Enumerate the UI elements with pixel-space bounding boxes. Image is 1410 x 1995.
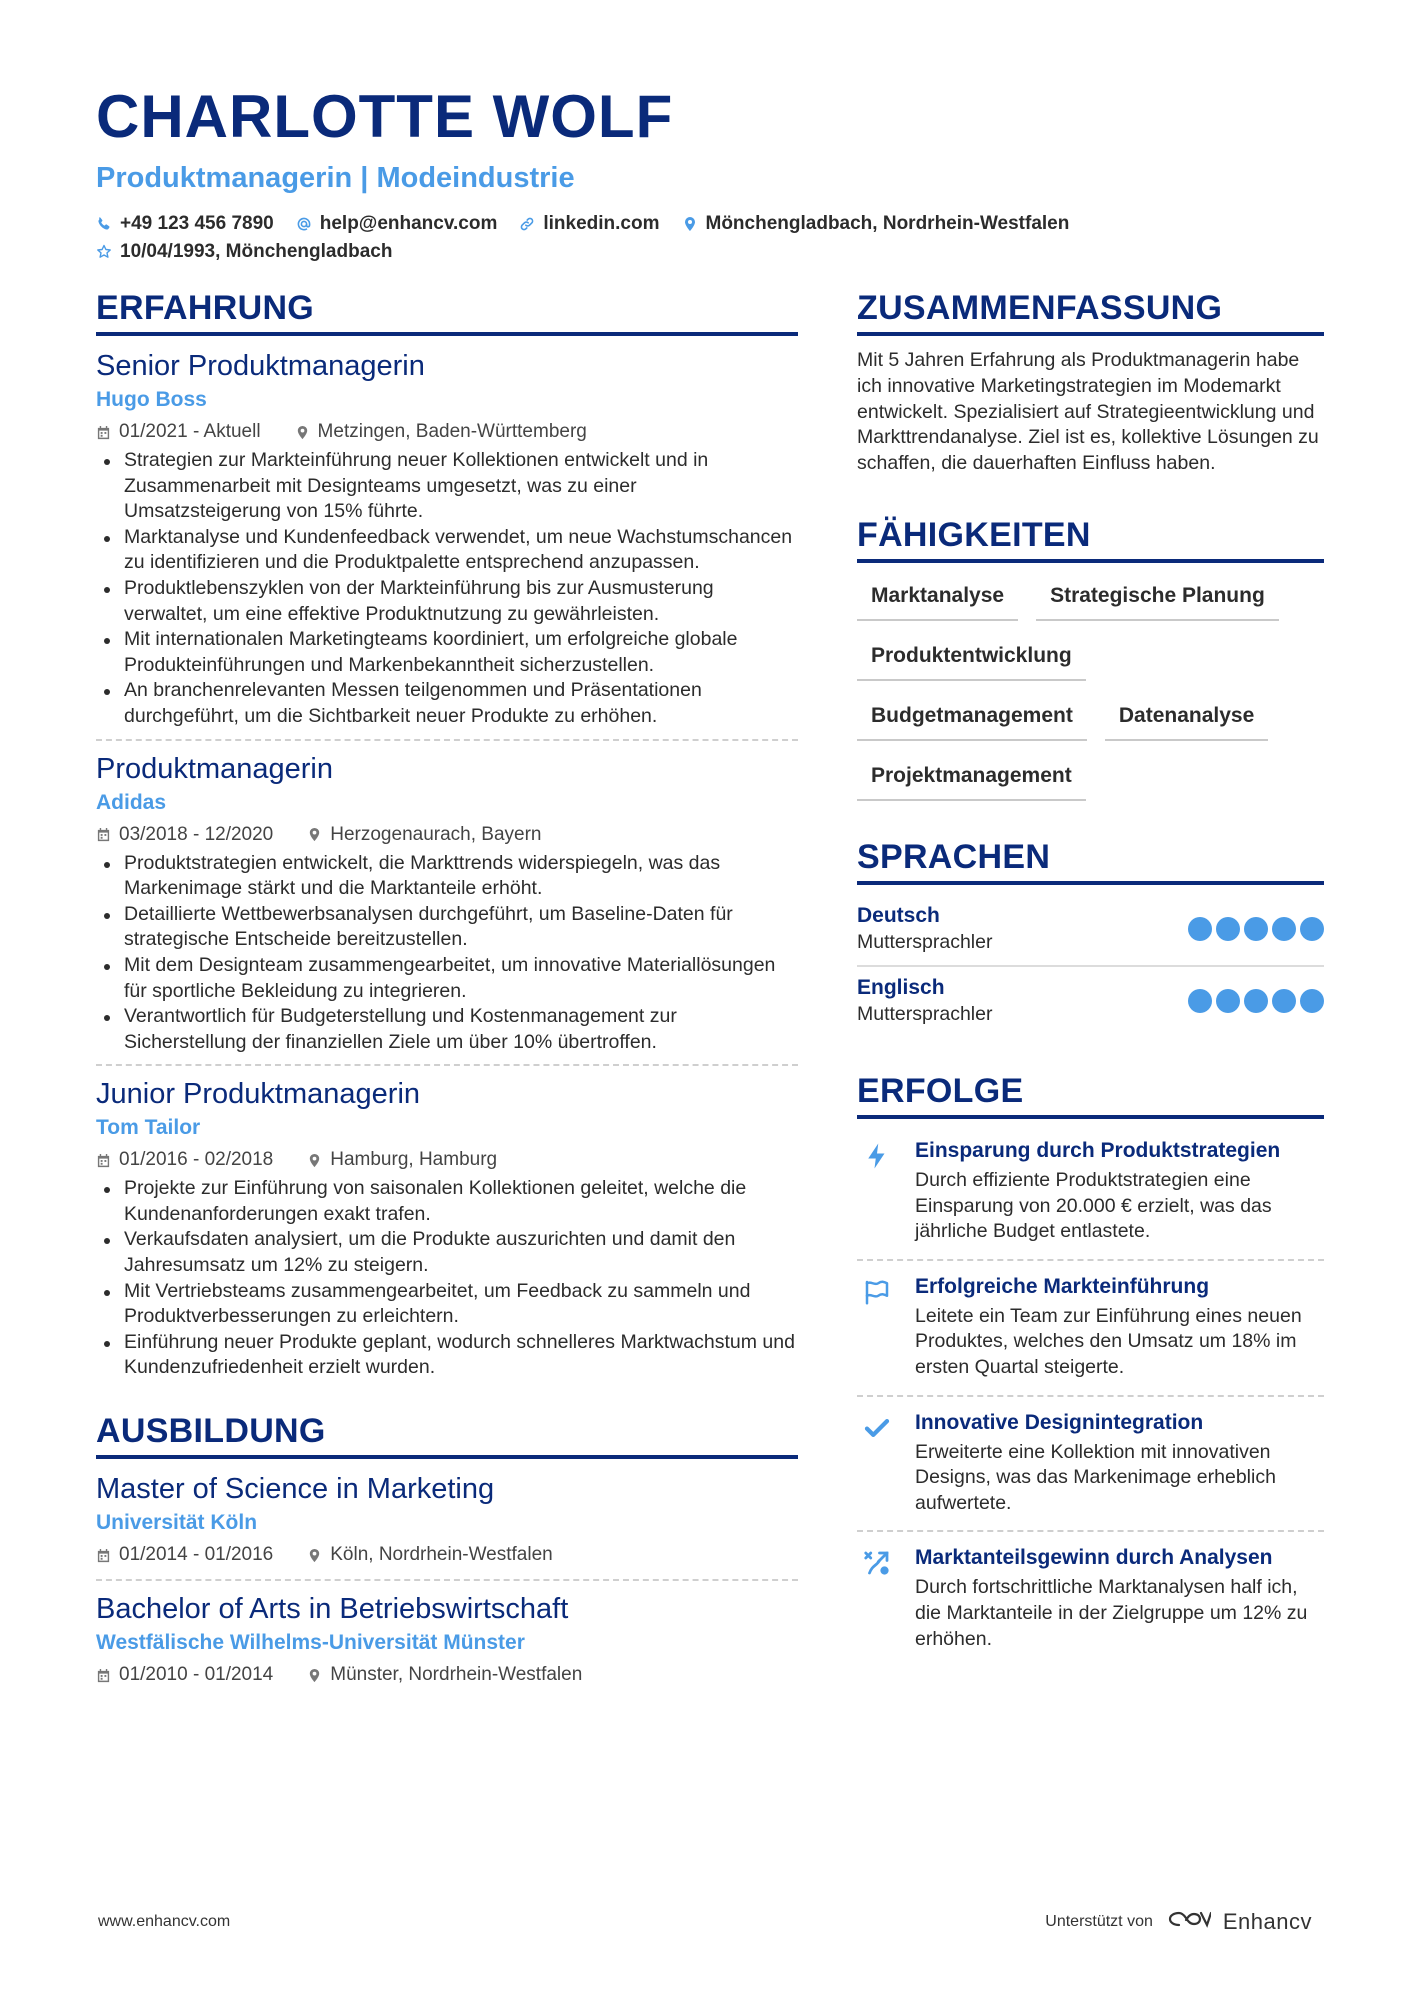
calendar-icon — [96, 1548, 111, 1563]
job-meta — [96, 1145, 798, 1175]
job-title: Senior Produktmanagerin — [96, 350, 425, 382]
rating-dot — [1216, 917, 1240, 941]
language-level: Muttersprachler — [857, 930, 993, 953]
achievement-entry — [857, 1403, 1324, 1525]
location-pin-icon — [307, 827, 322, 842]
education-heading: AUSBILDUNG — [96, 1411, 798, 1459]
location-text: Mönchengladbach, Nordrhein-Westfalen — [705, 213, 1070, 234]
degree-title: Bachelor of Arts in Betriebswirtschaft — [96, 1593, 569, 1626]
achievement-divider — [857, 1530, 1324, 1532]
page-footer — [98, 1908, 1312, 1935]
resume-header — [96, 82, 1326, 266]
education-entry — [96, 1591, 798, 1690]
rating-dot — [1188, 917, 1212, 941]
strategy-icon — [857, 1544, 897, 1652]
right-column — [857, 288, 1324, 1660]
location-pin-icon — [307, 1548, 322, 1563]
bullet-item: Projekte zur Einführung von saisonalen Kollektionen geleitet, welche die Kundenanforderungen exakt trafen. — [96, 1176, 798, 1227]
rating-dot — [1272, 917, 1296, 941]
contact-email[interactable] — [296, 210, 498, 238]
left-column — [96, 288, 798, 1690]
experience-entry — [96, 751, 798, 1056]
achievement-desc: Durch effiziente Produktstrategien eine Einsparung von 20.000 € erzielt, was das jährliche Budget entlastete. — [915, 1168, 1272, 1243]
contact-linkedin[interactable] — [519, 210, 659, 238]
job-meta — [96, 417, 798, 447]
language-info — [857, 903, 992, 955]
achievements-heading: ERFOLGE — [857, 1071, 1324, 1119]
contact-phone[interactable] — [96, 210, 274, 238]
school-name: Universität Köln — [96, 1511, 258, 1535]
flag-icon — [857, 1273, 897, 1381]
bullet-item: Produktstrategien entwickelt, die Markttrends widerspiegeln, was das Markenimage stärkt und die Marktanteile erhöht. — [96, 851, 798, 902]
calendar-icon — [96, 827, 111, 842]
calendar-icon — [96, 425, 111, 440]
achievement-title: Innovative Designintegration — [915, 1410, 1204, 1434]
rating-dot — [1244, 917, 1268, 941]
achievement-entry — [857, 1267, 1324, 1389]
bullet-item: Verantwortlich für Budgeterstellung und Kostenmanagement zur Sicherstellung der finanziellen Ziele um über 10% übertroffen. — [96, 1004, 798, 1055]
job-location: Metzingen, Baden-Württemberg — [295, 417, 587, 447]
bullet-item: Mit internationalen Marketingteams koordiniert, um erfolgreiche globale Produkteinführungen und Markenbekanntheit sicherzustellen. — [96, 627, 798, 678]
skill-tag: Produktentwicklung — [857, 635, 1086, 681]
job-title: Produktmanagerin — [96, 752, 333, 785]
rating-dot — [1300, 989, 1324, 1013]
achievement-title: Marktanteilsgewinn durch Analysen — [915, 1546, 1273, 1570]
phone-icon — [96, 216, 112, 232]
education-meta — [96, 1660, 798, 1690]
experience-entry — [96, 348, 798, 730]
job-title: Junior Produktmanagerin — [96, 1078, 421, 1111]
powered-by-text: Unterstützt von — [1045, 1912, 1153, 1930]
education-location: Münster, Nordrhein-Westfalen — [307, 1660, 582, 1690]
job-dates: 03/2018 - 12/2020 — [96, 820, 273, 850]
company-name: Tom Tailor — [96, 1116, 201, 1140]
achievement-entry — [857, 1538, 1324, 1660]
language-entry — [857, 969, 1324, 1035]
location-pin-icon — [307, 1153, 322, 1168]
summary-heading: ZUSAMMENFASSUNG — [857, 288, 1324, 336]
linkedin-text: linkedin.com — [543, 213, 660, 234]
bullet-item: Detaillierte Wettbewerbsanalysen durchgeführt, um Baseline-Daten für strategische Entscheide bereitzustellen. — [96, 902, 798, 953]
checkmark-icon — [857, 1409, 897, 1517]
contact-location — [682, 210, 1070, 238]
location-pin-icon — [295, 425, 310, 440]
job-dates: 01/2021 - Aktuell — [96, 417, 261, 447]
language-entry — [857, 897, 1324, 963]
bullet-item: Verkaufsdaten analysiert, um die Produkte auszurichten und damit den Jahresumsatz um 12% zu steigern. — [96, 1227, 798, 1278]
entry-divider — [96, 1579, 798, 1581]
skill-tag: Strategische Planung — [1036, 575, 1279, 621]
location-pin-icon — [307, 1668, 322, 1683]
school-name: Westfälische Wilhelms-Universität Münster — [96, 1631, 525, 1655]
education-dates: 01/2010 - 01/2014 — [96, 1660, 273, 1690]
rating-dot — [1272, 989, 1296, 1013]
degree-title: Master of Science in Marketing — [96, 1473, 495, 1506]
language-name: Englisch — [857, 975, 945, 999]
languages-heading: SPRACHEN — [857, 837, 1324, 885]
footer-website-link[interactable]: www.enhancv.com — [98, 1912, 231, 1930]
bullet-item: Produktlebenszyklen von der Markteinführung bis zur Ausmusterung verwaltet, um eine effektive Produktnutzung zu gewährleisten. — [96, 576, 798, 627]
bullet-item: An branchenrelevanten Messen teilgenommen und Präsentationen durchgeführt, um die Sichtbarkeit neuer Produkte zu erhöhen. — [96, 678, 798, 729]
bullet-item: Marktanalyse und Kundenfeedback verwendet, um neue Wachstumschancen zu identifizieren und die Produktpalette entsprechend anzupassen. — [96, 525, 798, 576]
contact-info — [96, 210, 1326, 266]
candidate-subtitle: Produktmanagerin | Modeindustrie — [96, 162, 575, 194]
skills-list — [857, 575, 1324, 801]
bullet-item: Strategien zur Markteinführung neuer Kollektionen entwickelt und in Zusammenarbeit mit Designteams umgesetzt, was zu einer Umsatzsteigerung von 15% führte. — [96, 448, 798, 525]
achievement-divider — [857, 1259, 1324, 1261]
footer-brand — [1045, 1908, 1312, 1935]
achievement-desc: Erweiterte eine Kollektion mit innovativen Designs, was das Markenimage erheblich aufwertete. — [915, 1440, 1276, 1514]
star-icon — [96, 244, 112, 260]
rating-dot — [1216, 989, 1240, 1013]
language-rating — [1188, 917, 1324, 941]
location-pin-icon — [682, 216, 698, 232]
education-dates: 01/2014 - 01/2016 — [96, 1540, 273, 1570]
birth-text: 10/04/1993, Mönchengladbach — [120, 241, 393, 262]
language-info — [857, 975, 992, 1027]
language-divider — [857, 965, 1324, 967]
calendar-icon — [96, 1668, 111, 1683]
company-name: Adidas — [96, 790, 167, 814]
education-entry — [96, 1471, 798, 1570]
bullet-item: Einführung neuer Produkte geplant, wodurch schnelleres Marktwachstum und Kundenzufriedenheit erzielt wurden. — [96, 1330, 798, 1381]
job-bullets — [96, 448, 798, 730]
language-name: Deutsch — [857, 903, 940, 927]
entry-divider — [96, 739, 798, 741]
candidate-name: CHARLOTTE WOLF — [96, 83, 674, 150]
achievement-desc: Durch fortschrittliche Marktanalysen half ich, die Marktanteile in der Zielgruppe um 12% zu erhöhen. — [915, 1576, 1308, 1650]
language-rating — [1188, 989, 1324, 1013]
enhancv-logo-icon — [1165, 1908, 1211, 1935]
email-text: help@enhancv.com — [319, 213, 498, 234]
bullet-item: Mit Vertriebsteams zusammengearbeitet, um Feedback zu sammeln und Produktverbesserungen zu erleichtern. — [96, 1279, 798, 1330]
achievement-desc: Leitete ein Team zur Einführung eines neuen Produktes, welches den Umsatz um 18% im ersten Quartal steigerte. — [915, 1304, 1302, 1378]
education-location: Köln, Nordrhein-Westfalen — [307, 1540, 552, 1570]
lightning-icon — [857, 1137, 897, 1245]
entry-divider — [96, 1064, 798, 1066]
education-meta — [96, 1540, 798, 1570]
link-icon — [519, 216, 535, 232]
achievement-divider — [857, 1395, 1324, 1397]
skill-tag: Budgetmanagement — [857, 695, 1087, 741]
job-meta — [96, 820, 798, 850]
calendar-icon — [96, 1153, 111, 1168]
job-bullets — [96, 851, 798, 1056]
contact-row-2 — [96, 238, 1326, 266]
job-bullets — [96, 1176, 798, 1381]
summary-text: Mit 5 Jahren Erfahrung als Produktmanagerin habe ich innovative Marketingstrategien im Modemarkt entwickelt. Spezialisiert auf Strategieentwicklung und Markttrendanalyse. Ziel ist es, kollektive Lösungen zu schaffen, die dauerhaften Einfluss haben. — [857, 349, 1319, 475]
contact-row-1 — [96, 210, 1326, 238]
bullet-item: Mit dem Designteam zusammengearbeitet, um innovative Materiallösungen für sportliche Bekleidung zu integrieren. — [96, 953, 798, 1004]
at-icon — [296, 216, 312, 232]
rating-dot — [1188, 989, 1212, 1013]
skills-heading: FÄHIGKEITEN — [857, 515, 1324, 563]
company-name: Hugo Boss — [96, 388, 207, 411]
brand-name: Enhancv — [1222, 1908, 1312, 1934]
rating-dot — [1244, 989, 1268, 1013]
phone-text: +49 123 456 7890 — [120, 213, 274, 234]
contact-birth — [96, 238, 392, 266]
skill-tag: Marktanalyse — [857, 575, 1018, 621]
achievement-entry — [857, 1131, 1324, 1253]
experience-entry — [96, 1076, 798, 1381]
skill-tag: Projektmanagement — [857, 755, 1086, 801]
experience-heading: ERFAHRUNG — [96, 288, 798, 336]
achievement-title: Einsparung durch Produktstrategien — [915, 1138, 1281, 1162]
job-location: Hamburg, Hamburg — [307, 1145, 497, 1175]
achievement-title: Erfolgreiche Markteinführung — [915, 1274, 1210, 1298]
rating-dot — [1300, 917, 1324, 941]
language-level: Muttersprachler — [857, 1002, 993, 1025]
job-location: Herzogenaurach, Bayern — [307, 820, 541, 850]
skill-tag: Datenanalyse — [1105, 695, 1268, 741]
job-dates: 01/2016 - 02/2018 — [96, 1145, 273, 1175]
